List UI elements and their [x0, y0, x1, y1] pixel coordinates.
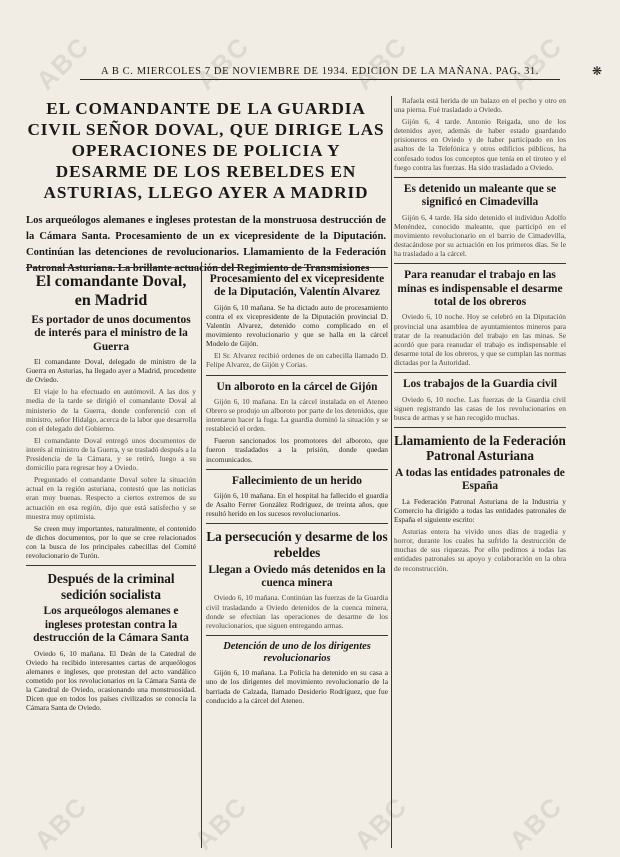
divider — [206, 523, 388, 524]
article-paragraph: Asturias entera ha vivido unos días de tragedia y horror, durante los cuales ha sufrido la destrucción de muchas de sus riquezas. Por ello pedimos a todas las entidades patronales su apoyo y colaboración en la obra de reconstrucción. — [394, 527, 566, 573]
article-paragraph: Gijón 6, 10 mañana. En el hospital ha fallecido el guardia de Asalto Ferrer González Rodríguez, de treinta años, que resultó herido en los sucesos revolucionarios. — [206, 491, 388, 519]
article-paragraph: El comandante Doval entregó unos documentos de interés al ministro de la Guerra, y se trasladó después a la Presidencia de la Cámara, y se retiró, luego a su domicilio para regresar hoy a Oviedo. — [26, 435, 196, 473]
article-paragraph: Preguntado el comandante Doval sobre la situación actual en la región asturiana, contestó que las noticias eran muy buenas. Respecto a ciertos extremos de su actuación en esa región, dijo que está satisfecho y se muestra muy optimista. — [26, 475, 196, 521]
article-paragraph: Oviedo 6, 10 noche. Hoy se celebró en la Diputación provincial una asamblea de ayuntamientos mineros para tratar de la reanudación del trabajo en las minas. Se acordó que para reanudar el trabajo es indispensable el desarme total de los obreros, y que se cumplan las normas dictadas por la Autoridad. — [394, 312, 566, 367]
divider — [206, 635, 388, 636]
abc-watermark: ABC — [348, 790, 414, 856]
article-subhead: Los arqueólogos alemanes e ingleses protestan contra la destrucción de la Cámara Santa — [33, 605, 189, 645]
article-headline: Procesamiento del ex vicepresidente de la Diputación, Valentín Alvarez — [209, 273, 385, 299]
article-paragraph: Gijón 6, 10 mañana. Se ha dictado auto de procesamiento contra el ex vicepresidente de la Diputación provincial D. Valentín Alvarez, detenido como complicado en el movimiento revolucionario y que se halla en la cárcel Modelo de Gijón. — [206, 302, 388, 349]
divider — [26, 565, 196, 566]
article-paragraph: Oviedo 6, 10 mañana. Continúan las fuerzas de la Guardia civil trasladando a Oviedo detenidos de la cuenca minera, donde se efectúan las operaciones de desarme de los revolucionarios, que siguen entregando armas. — [206, 593, 388, 630]
column-right — [394, 96, 566, 850]
article-headline: Los trabajos de la Guardia civil — [402, 378, 558, 391]
article-subhead: A todas las entidades patronales de España — [395, 466, 565, 493]
article-paragraph: El Sr. Alvarez recibió ordenes de un cabecilla llamado D. Felipe Alvarez, de Gijón y Corias. — [206, 351, 388, 370]
article-paragraph: Gijón 6, 4 tarde. Ha sido detenido el individuo Adolfo Menéndez, conocido maleante, que participó en el movimiento revolucionario en el barrio de Cimadevilla, destacándose por su actuación en los primeros días. Se le ha trasladado a la cárcel. — [394, 212, 566, 259]
column-center — [206, 262, 388, 850]
article-headline: Después de la criminal sedición socialista — [47, 571, 175, 602]
article-paragraph: Rafaela está herida de un balazo en el pecho y otro en una pierna. Fué trasladado a Oviedo. — [394, 96, 566, 115]
divider — [394, 427, 566, 428]
article-paragraph: El comandante Doval, delegado de ministro de la Guerra en Asturias, ha llegado ayer a Madrid, procedente de Oviedo. — [26, 357, 196, 385]
article-headline: Para reanudar el trabajo en las minas es indispensable el desarme total de los obreros — [397, 269, 563, 309]
article-paragraph: Oviedo 6, 10 noche. Las fuerzas de la Guardia civil siguen registrando las casas de los revolucionarios en busca de armas y se han recogido muchas. — [394, 394, 566, 422]
article-headline: Es detenido un maleante que se significó en Cimadevilla — [403, 182, 557, 209]
article-paragraph: La Federación Patronal Asturiana de la Industria y Comercio ha dirigido a todas las entidades patronales de España el siguiente escrito: — [394, 496, 566, 525]
divider — [206, 469, 388, 470]
abc-watermark: ABC — [348, 30, 414, 96]
divider — [394, 263, 566, 264]
abc-watermark: ABC — [503, 790, 569, 856]
article-paragraph: Se creen muy importantes, naturalmente, el contenido de dichos documentos, por lo que se cree relacionados con la busca de los principales cabecillas del Comité revolucionario de Turón. — [26, 523, 196, 560]
divider — [26, 267, 196, 268]
article-paragraph: El viaje lo ha efectuado en autómovil. A las dos y media de la tarde se dirigió el comandante Doval al ministerio de la Guerra, donde conferenció con el ministro, señor Hidalgo, acerca de la labor que desarrolla con el delegado del Gobierno. — [26, 387, 196, 433]
article-paragraph: Fueron sancionados los promotores del alboroto, que fueron trasladados a la prisión, donde quedan incomunicados. — [206, 436, 388, 464]
abc-watermark: ABC — [188, 790, 254, 856]
divider — [206, 267, 388, 268]
page-header-folio: A B C. MIERCOLES 7 DE NOVIEMBRE DE 1934. EDICION DE LA MAÑANA. PAG. 31. — [80, 66, 560, 80]
abc-watermark: ABC — [28, 790, 94, 856]
article-subhead: Llegan a Oviedo más detenidos en la cuenca minera — [208, 563, 386, 590]
article-headline: La persecución y desarme de los rebeldes — [206, 529, 388, 560]
abc-watermark: ABC — [190, 30, 256, 96]
column-rule — [391, 96, 392, 848]
article-paragraph: Oviedo 6, 10 mañana. El Deán de la Catedral de Oviedo ha recibido interesantes cartas de arqueólogos alemanes e ingleses, que protestan del acto vandálico cometido por los revolucionarios en la Cámara Santa de la Catedral de Oviedo, ocasionando una monstruosidad. Dicen que en todos los países civilizados se conocía la Cámara Santa de Oviedo. — [26, 648, 196, 713]
article-headline: Llamamiento de la Federación Patronal Asturiana — [394, 432, 566, 464]
column-rule — [201, 262, 202, 848]
main-deck: Los arqueólogos alemanes e ingleses protestan de la monstruosa destrucción de la Cámara Santa. Procesamiento de un ex vicepresidente de la Diputación. Continúan las detenciones de revolucionarios. Llamamiento de la Federación Patronal Asturiana. La brillante actuación del Regimiento de Transmisiones — [26, 215, 386, 274]
main-headline: EL COMANDANTE DE LA GUARDIA CIVIL SEÑOR DOVAL, QUE DIRIGE LAS OPERACIONES DE POLICIA Y DESARME DE LOS REBELDES EN ASTURIAS, LLEGO AYER A MADRID — [27, 99, 385, 202]
abc-watermark: ABC — [503, 30, 569, 96]
article-headline: Fallecimiento de un herido — [231, 474, 363, 487]
abc-watermark: ABC — [30, 30, 96, 96]
article-paragraph: Gijón 6, 10 mañana. En la cárcel instalada en el Ateneo Obrero se produjo un alboroto por parte de los detenidos, que intentaron hacer la fuga. La guardia dominó la situación y se restableció el orden. — [206, 397, 388, 434]
article-subhead: Es portador de unos documentos de interés para el ministro de la Guerra — [31, 313, 191, 353]
divider — [394, 372, 566, 373]
article-headline: Detención de uno de los dirigentes revolucionarios — [223, 640, 371, 665]
divider — [206, 375, 388, 376]
article-paragraph: Gijón 6, 10 mañana. La Policía ha detenido en su casa a uno de los dirigentes del movimiento revolucionario de la barriada de Calzada, llamado Desiderio Rodríguez, que fue conducido a la cárcel del Ateneo. — [206, 668, 388, 705]
article-headline: Un alboroto en la cárcel de Gijón — [216, 380, 378, 393]
article-headline: El comandante Doval, en Madrid — [35, 273, 187, 309]
divider — [394, 177, 566, 178]
column-left — [26, 262, 196, 850]
article-paragraph: Gijón 6, 4 tarde. Antonio Reigada, uno de los detenidos ayer, además de haber estado guardando prisioneros en Oviedo y de haber participado en los asaltos de la Telefónica y otros edificios públicos, ha confesado todos los conceptos que tenía en el tiroteo y el fuego contra las fuerzas. Ha sido trasladado a Oviedo. — [394, 117, 566, 172]
ornament-mark: ❋ — [592, 64, 603, 78]
